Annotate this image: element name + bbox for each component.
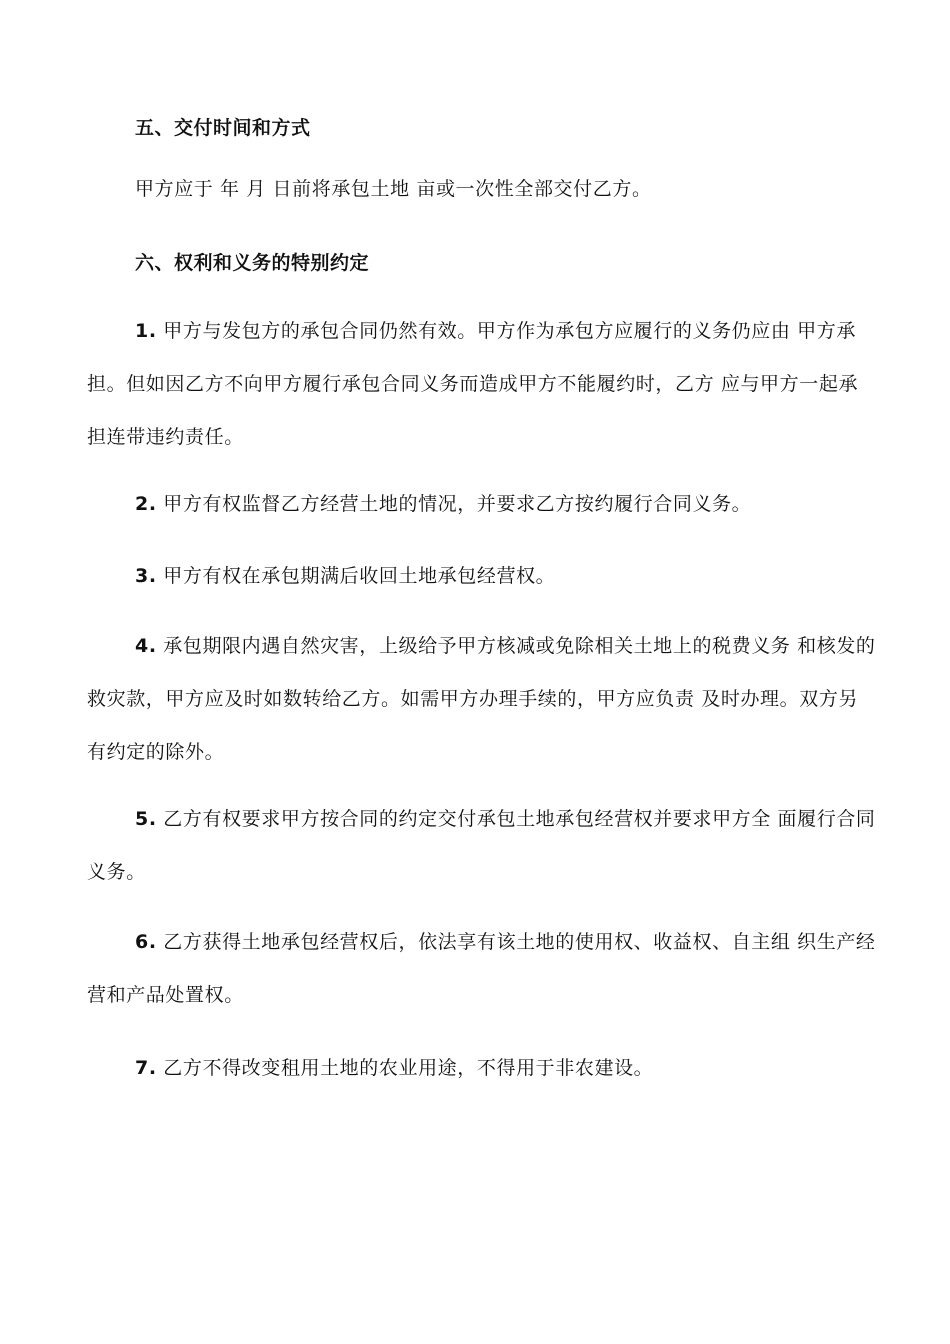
clause-5-text: 乙方有权要求甲方按合同的约定交付承包土地承包经营权并要求甲方全 面履行合同义务。 [87,808,876,883]
clause-3-number: 3. [135,565,157,587]
section-5-text: 甲方应于 年 月 日前将承包土地 亩或一次性全部交付乙方。 [135,178,652,200]
clause-6-number: 6. [135,931,157,953]
clause-7 [87,1042,877,1095]
clause-6 [87,916,877,1022]
section-5-heading: 五、交付时间和方式 [135,117,311,139]
clause-7-number: 7. [135,1057,157,1079]
clause-4 [87,620,877,779]
clause-4-text: 承包期限内遇自然灾害，上级给予甲方核减或免除相关土地上的税费义务 和核发的救灾款，甲方应及时如数转给乙方。如需甲方办理手续的，甲方应负责 及时办理。双方另有约定的除外。 [87,635,876,763]
clause-1-number: 1. [135,320,157,342]
clause-2 [87,478,877,531]
clause-2-text: 甲方有权监督乙方经营土地的情况，并要求乙方按约履行合同义务。 [156,493,752,515]
clause-1 [87,305,877,464]
clause-3-text: 甲方有权在承包期满后收回土地承包经营权。 [156,565,556,587]
clause-5-number: 5. [135,808,157,830]
clause-6-text: 乙方获得土地承包经营权后，依法享有该土地的使用权、收益权、自主组 织生产经营和产品处置权。 [87,931,876,1006]
clause-7-text: 乙方不得改变租用土地的农业用途，不得用于非农建设。 [156,1057,654,1079]
clause-5 [87,793,877,899]
clause-3 [87,550,877,603]
clause-1-text: 甲方与发包方的承包合同仍然有效。甲方作为承包方应履行的义务仍应由 甲方承担。但如因乙方不向甲方履行承包合同义务而造成甲方不能履约时，乙方 应与甲方一起承担连带违约责任。 [87,320,859,448]
section-6-heading: 六、权利和义务的特别约定 [135,252,370,274]
clause-2-number: 2. [135,493,157,515]
clause-4-number: 4. [135,635,157,657]
